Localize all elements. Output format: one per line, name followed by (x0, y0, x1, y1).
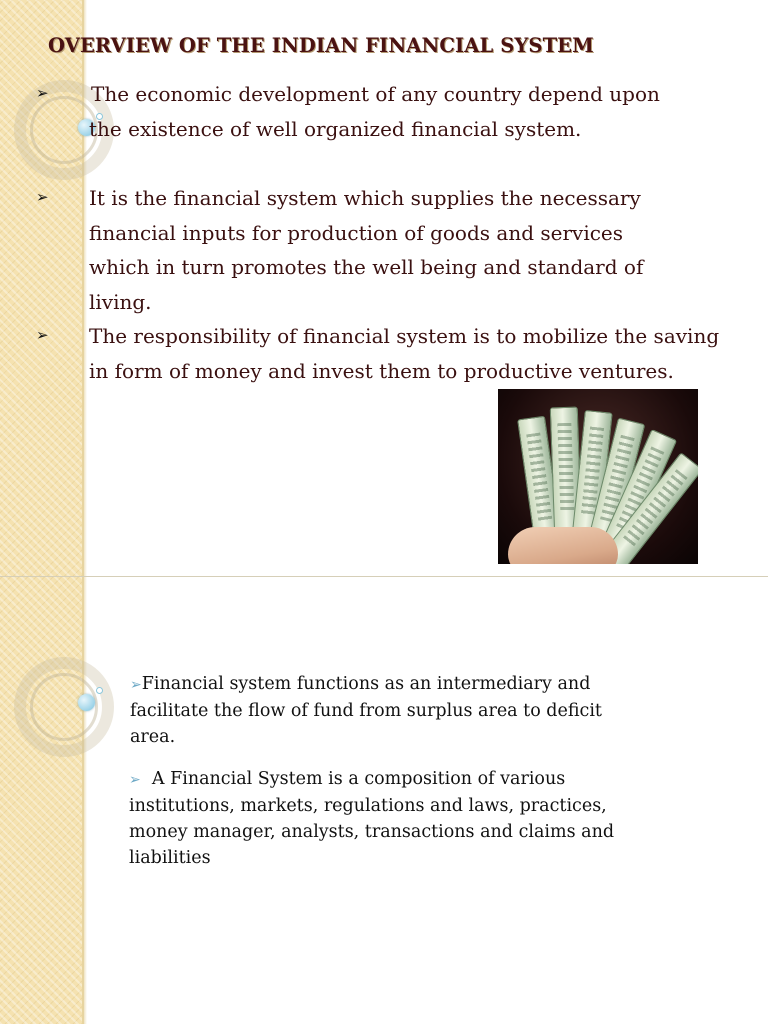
bullet-arrow-icon: ➢ (130, 677, 142, 693)
bullet-arrow-icon: ➢ (36, 326, 49, 344)
decorative-dot (78, 694, 95, 711)
slide-title: OVERVIEW OF THE INDIAN FINANCIAL SYSTEM (48, 34, 594, 57)
bullet-text-3: The responsibility of financial system is to mobilize the saving in form of money and invest them to productive ventures. (89, 324, 720, 383)
slide-2 (0, 577, 768, 1024)
slide2-bullet-2: ➢ A Financial System is a composition of various institutions, markets, regulations and laws, practices, money manager, analysts, transactions and claims and liabilities (129, 769, 615, 868)
slide2-bullet-1: ➢Financial system functions as an intermediary and facilitate the flow of fund from surplus area to deficit area. (130, 674, 602, 747)
decorative-side-stripe (0, 577, 84, 1024)
money-photo (498, 389, 698, 564)
decorative-small-dot (96, 687, 103, 694)
bullet-arrow-icon: ➢ (129, 772, 141, 788)
bullet-arrow-icon: ➢ (36, 84, 49, 102)
bullet-arrow-icon: ➢ (36, 188, 49, 206)
bullet-text-1: The economic development of any country depend upon the existence of well organized financial system. (89, 82, 660, 141)
bullet-text-2: It is the financial system which supplies the necessary financial inputs for production of goods and services which in turn promotes the well being and standard of living. (89, 186, 644, 314)
